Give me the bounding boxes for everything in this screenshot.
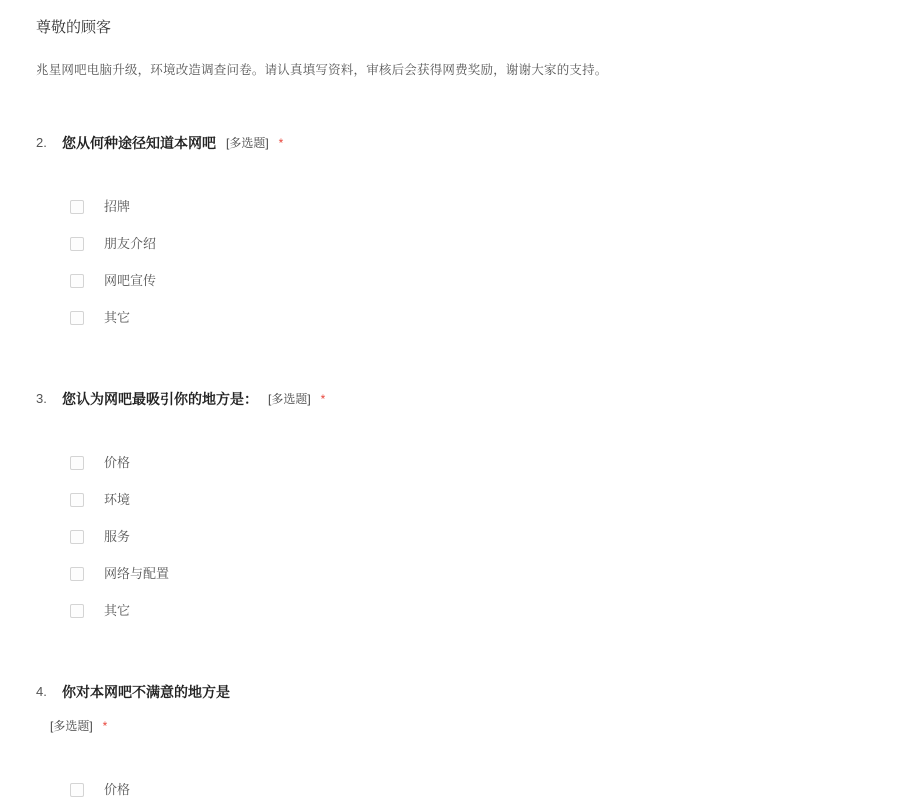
option-label: 价格 [104,781,131,797]
checkbox-icon[interactable] [70,783,84,797]
required-asterisk: * [320,392,326,406]
option-row[interactable] [70,518,900,555]
option-label: 网络与配置 [104,565,170,581]
option-label: 网吧宣传 [104,272,157,288]
option-label: 其它 [104,602,131,618]
option-row[interactable] [70,481,900,518]
survey-title: 尊敬的顾客 [36,19,112,36]
checkbox-icon[interactable] [70,456,84,470]
option-row[interactable] [70,771,900,808]
checkbox-icon[interactable] [70,493,84,507]
question-number: 4. [36,684,47,699]
option-row[interactable] [70,592,900,629]
required-asterisk: * [278,136,284,150]
options-list [36,188,900,336]
question-type-label: [多选题] [50,719,93,733]
question-title: 您从何种途径知道本网吧 [62,135,216,151]
checkbox-icon[interactable] [70,311,84,325]
option-row[interactable] [70,555,900,592]
question-type-label: [多选题] [226,136,269,150]
question-header [36,681,900,703]
question-block-2 [0,132,900,336]
option-label: 其它 [104,309,131,325]
option-label: 服务 [104,528,131,544]
options-list [36,771,900,808]
option-row[interactable] [70,299,900,336]
question-header [36,388,900,410]
checkbox-icon[interactable] [70,567,84,581]
checkbox-icon[interactable] [70,237,84,251]
question-number: 3. [36,391,47,406]
option-label: 招牌 [104,198,131,214]
checkbox-icon[interactable] [70,604,84,618]
checkbox-icon[interactable] [70,200,84,214]
question-header [36,132,900,154]
option-row[interactable] [70,225,900,262]
option-label: 价格 [104,454,131,470]
checkbox-icon[interactable] [70,530,84,544]
question-meta-line [36,715,900,737]
survey-description: 兆星网吧电脑升级，环境改造调查问卷。请认真填写资料，审核后会获得网费奖励，谢谢大家的支持。 [36,63,608,77]
checkbox-icon[interactable] [70,274,84,288]
option-row[interactable] [70,444,900,481]
option-label: 朋友介绍 [104,235,157,251]
required-asterisk: * [102,719,108,733]
question-type-label: [多选题] [268,392,311,406]
question-block-3 [0,388,900,629]
option-label: 环境 [104,491,131,507]
options-list [36,444,900,629]
question-block-4 [0,681,900,808]
option-row[interactable] [70,188,900,225]
question-title: 您认为网吧最吸引你的地方是： [62,391,258,407]
question-title: 你对本网吧不满意的地方是 [62,684,230,700]
option-row[interactable] [70,262,900,299]
question-number: 2. [36,135,47,150]
